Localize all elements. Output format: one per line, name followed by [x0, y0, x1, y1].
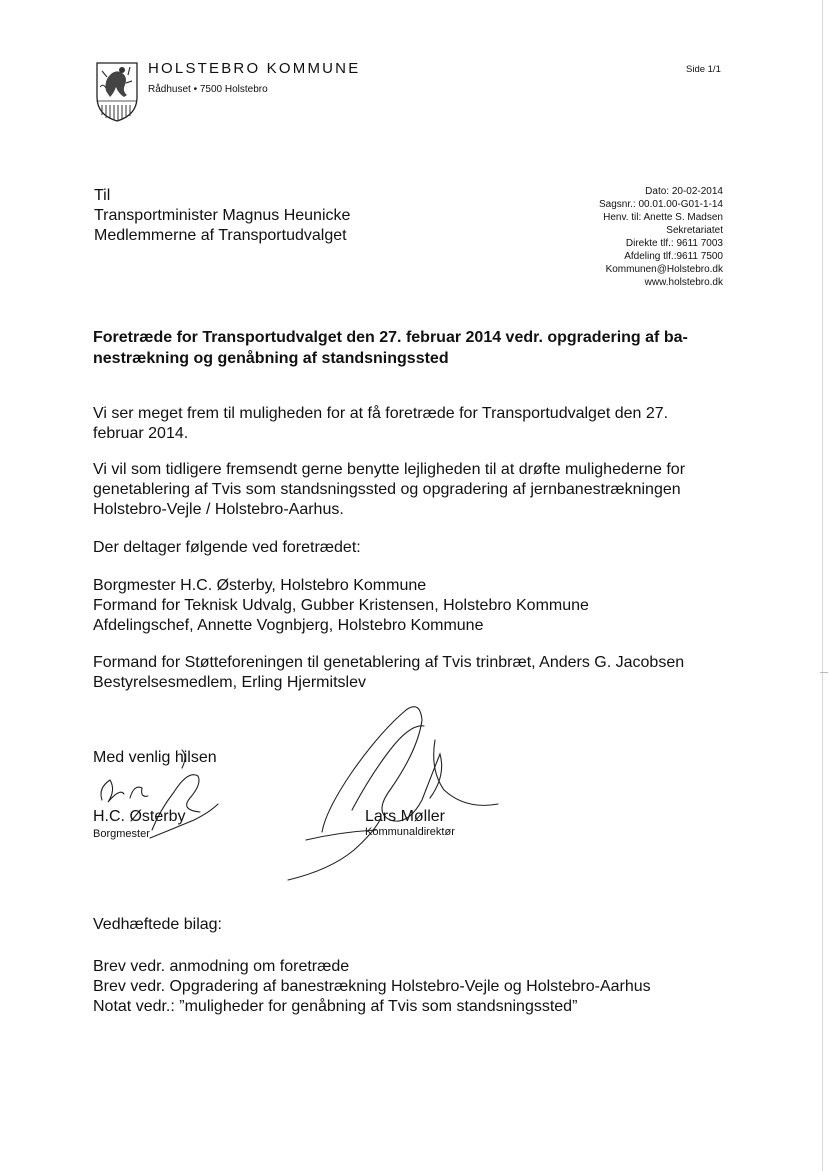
attachments-heading: Vedhæftede bilag: — [93, 916, 222, 933]
paragraph-line: Vi vil som tidligere fremsendt gerne benytte lejligheden til at drøfte mulighederne for — [93, 461, 686, 478]
municipal-crest-logo — [94, 61, 140, 123]
recipient-line: Til — [94, 187, 111, 204]
body-paragraph-participants — [93, 538, 361, 558]
attachment-item: Brev vedr. Opgradering af banestrækning Holstebro-Vejle og Holstebro-Aarhus — [93, 978, 651, 995]
subject-line: nestrækning og genåbning af standsningssted — [93, 350, 449, 367]
recipient-line: Transportminister Magnus Heunicke — [94, 207, 351, 224]
meta-direct-phone: Direkte tlf.: 9611 7003 — [625, 238, 723, 249]
attendee-item: Borgmester H.C. Østerby, Holstebro Kommune — [93, 577, 427, 594]
body-paragraph-intro — [93, 404, 668, 444]
attendee-item: Afdelingschef, Annette Vognbjerg, Holstebro Kommune — [93, 617, 484, 634]
signer2-title: Kommunaldirektør — [365, 826, 455, 838]
paragraph-line: februar 2014. — [93, 425, 189, 442]
paragraph-line: genetablering af Tvis som standsningssted og opgradering af jernbanestrækningen — [93, 481, 681, 498]
scan-edge-line — [822, 0, 823, 1171]
attachments-list — [93, 957, 651, 1017]
paragraph-line: Vi ser meget frem til muligheden for at få foretræde for Transportudvalget den 27. — [93, 405, 669, 422]
paragraph-line: Der deltager følgende ved foretrædet: — [93, 539, 361, 556]
recipient-line: Medlemmerne af Transportudvalget — [94, 227, 347, 244]
meta-date: Dato: 20-02-2014 — [645, 186, 723, 197]
attendee-item: Bestyrelsesmedlem, Erling Hjermitslev — [93, 674, 366, 691]
signer1-name: H.C. Østerby — [93, 808, 186, 825]
meta-contact: Henv. til: Anette S. Madsen — [603, 212, 723, 223]
meta-department-phone: Afdeling tlf.:9611 7500 — [624, 251, 723, 262]
meta-department: Sekretariatet — [666, 225, 723, 236]
signer2-name: Lars Møller — [365, 808, 446, 825]
attendee-list — [93, 576, 589, 636]
organization-name: HOLSTEBRO KOMMUNE — [148, 60, 361, 77]
attachment-item: Brev vedr. anmodning om foretræde — [93, 958, 350, 975]
page-number: Side 1/1 — [686, 64, 721, 75]
meta-website: www.holstebro.dk — [644, 277, 723, 288]
subject-line: Foretræde for Transportudvalget den 27. februar 2014 vedr. opgradering af ba- — [93, 329, 688, 346]
body-paragraph-purpose — [93, 460, 685, 520]
signer1-title: Borgmester — [93, 828, 150, 840]
scan-edge-mark — [820, 672, 828, 687]
organization-address: Rådhuset • 7500 Holstebro — [148, 84, 268, 95]
attendee-item: Formand for Teknisk Udvalg, Gubber Kristensen, Holstebro Kommune — [93, 597, 589, 614]
closing-greeting: Med venlig hilsen — [93, 749, 217, 766]
paragraph-line: Holstebro-Vejle / Holstebro-Aarhus. — [93, 501, 344, 518]
meta-email: Kommunen@Holstebro.dk — [605, 264, 723, 275]
recipient-block — [94, 186, 350, 246]
attachment-item: Notat vedr.: ”muligheder for genåbning af Tvis som standsningssted” — [93, 998, 578, 1015]
case-metadata — [599, 185, 723, 289]
handwritten-signatures — [90, 680, 510, 890]
attendee-item: Formand for Støtteforeningen til genetablering af Tvis trinbræt, Anders G. Jacobsen — [93, 654, 685, 671]
letter-subject — [93, 327, 743, 369]
meta-case-number: Sagsnr.: 00.01.00-G01-1-14 — [599, 199, 723, 210]
